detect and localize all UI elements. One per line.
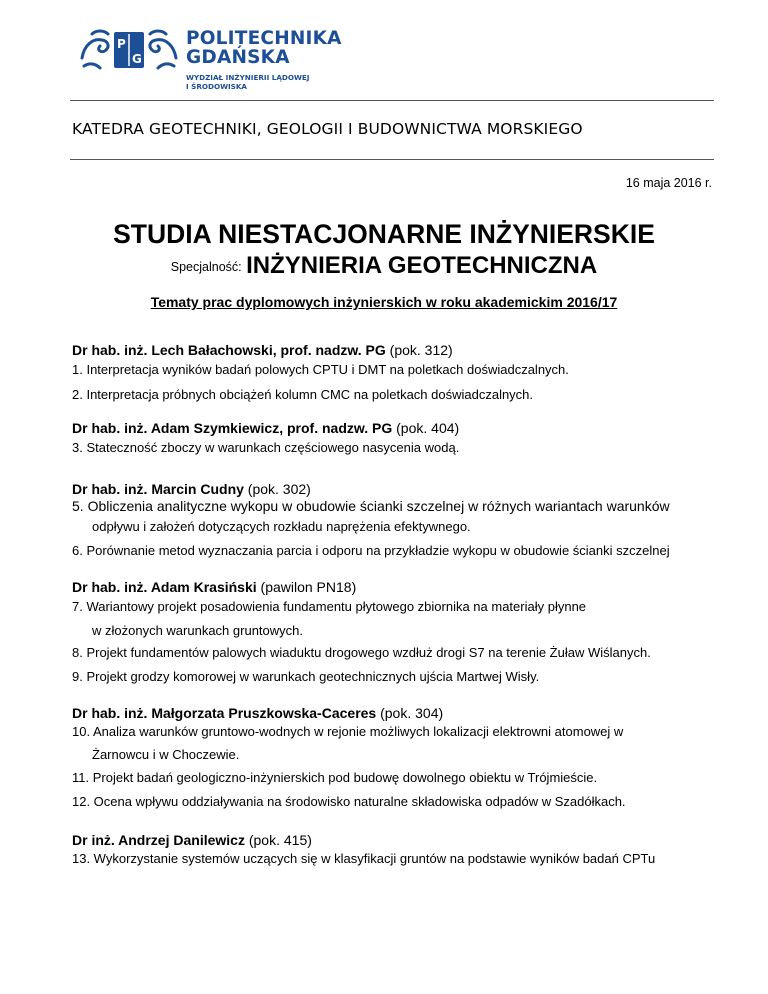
faculty-name-line1: WYDZIAŁ INŻYNIERII LĄDOWEJ [186,73,310,82]
university-logo [78,28,342,98]
topic-item: 9. Projekt grodzy komorowej w warunkach geotechnicznych ujścia Martwej Wisły. [72,669,540,684]
supervisor-heading [72,705,443,721]
supervisor-heading [72,420,459,436]
supervisor-room: (pok. 404) [396,420,460,436]
topic-item: 13. Wykorzystanie systemów uczących się w klasyfikacji gruntów na podstawie wyników badań CPTu [72,851,656,866]
divider-bottom [70,159,714,160]
faculty-name-line2: I ŚRODOWISKA [186,82,247,91]
supervisor-room: (pawilon PN18) [260,579,357,595]
topic-item: 2. Interpretacja próbnych obciążeń kolumn CMC na poletkach doświadczalnych. [72,387,534,402]
topic-item: 1. Interpretacja wyników badań polowych CPTU i DMT na poletkach doświadczalnych. [72,362,569,377]
divider-top [70,100,714,101]
page-title: STUDIA NIESTACJONARNE INŻYNIERSKIE [113,219,655,249]
topics-heading: Tematy prac dyplomowych inżynierskich w roku akademickim 2016/17 [150,294,618,310]
topic-item: w złożonych warunkach gruntowych. [92,623,303,638]
supervisor-name: Dr inż. Andrzej Danilewicz [72,832,245,848]
supervisor-name: Dr hab. inż. Lech Bałachowski, prof. nadzw. PG [72,342,386,358]
topic-item: 3. Stateczność zboczy w warunkach częściowego nasycenia wodą. [72,440,460,455]
specialization [0,252,768,280]
supervisor-room: (pok. 312) [389,342,453,358]
topic-item: 6. Porównanie metod wyznaczania parcia i odporu na przykładzie wykopu w obudowie ścianki szczelnej [72,543,670,558]
supervisor-heading [72,579,356,595]
supervisor-heading [72,481,311,497]
supervisor-name: Dr hab. inż. Marcin Cudny [72,481,244,497]
supervisor-room: (pok. 302) [247,481,311,497]
supervisor-name: Dr hab. inż. Małgorzata Pruszkowska-Caceres [72,705,377,721]
crest-icon [78,28,180,72]
supervisor-name: Dr hab. inż. Adam Szymkiewicz, prof. nadzw. PG [72,420,393,436]
supervisor-name: Dr hab. inż. Adam Krasiński [72,579,257,595]
topic-item: 7. Wariantowy projekt posadowienia fundamentu płytowego zbiornika na materiały płynne [72,599,587,614]
crest-letter-g: G [132,52,142,66]
topic-item: Żarnowcu i w Choczewie. [92,747,240,762]
supervisor-heading [72,342,453,358]
topic-item: 11. Projekt badań geologiczno-inżynierskich pod budowę dowolnego obiektu w Trójmieście. [72,770,598,785]
topic-item: 5. Obliczenia analityczne wykopu w obudowie ścianki szczelnej w różnych wariantach warunków [72,498,670,514]
university-name-line1: POLITECHNIKA [186,28,342,49]
department-name: KATEDRA GEOTECHNIKI, GEOLOGII I BUDOWNICTWA MORSKIEGO [72,120,583,138]
specialization-label: Specjalność: [170,260,242,274]
crest-letter-p: P [117,37,126,51]
supervisor-room: (pok. 415) [248,832,312,848]
topic-item: 12. Ocena wpływu oddziaływania na środowisko naturalne składowiska odpadów w Szadółkach. [72,794,626,809]
topic-item: 8. Projekt fundamentów palowych wiaduktu drogowego wzdłuż drogi S7 na terenie Żuław Wiślanych. [72,645,651,660]
topic-item: 10. Analiza warunków gruntowo-wodnych w rejonie możliwych lokalizacji elektrowni atomowej w [72,724,624,739]
specialization-name: INŻYNIERIA GEOTECHNICZNA [246,252,598,279]
university-name-line2: GDAŃSKA [186,47,290,68]
supervisor-heading [72,832,312,848]
topic-item: odpływu i założeń dotyczących rozkładu naprężenia efektywnego. [92,519,471,534]
document-date: 16 maja 2016 r. [625,176,712,190]
supervisor-room: (pok. 304) [380,705,444,721]
